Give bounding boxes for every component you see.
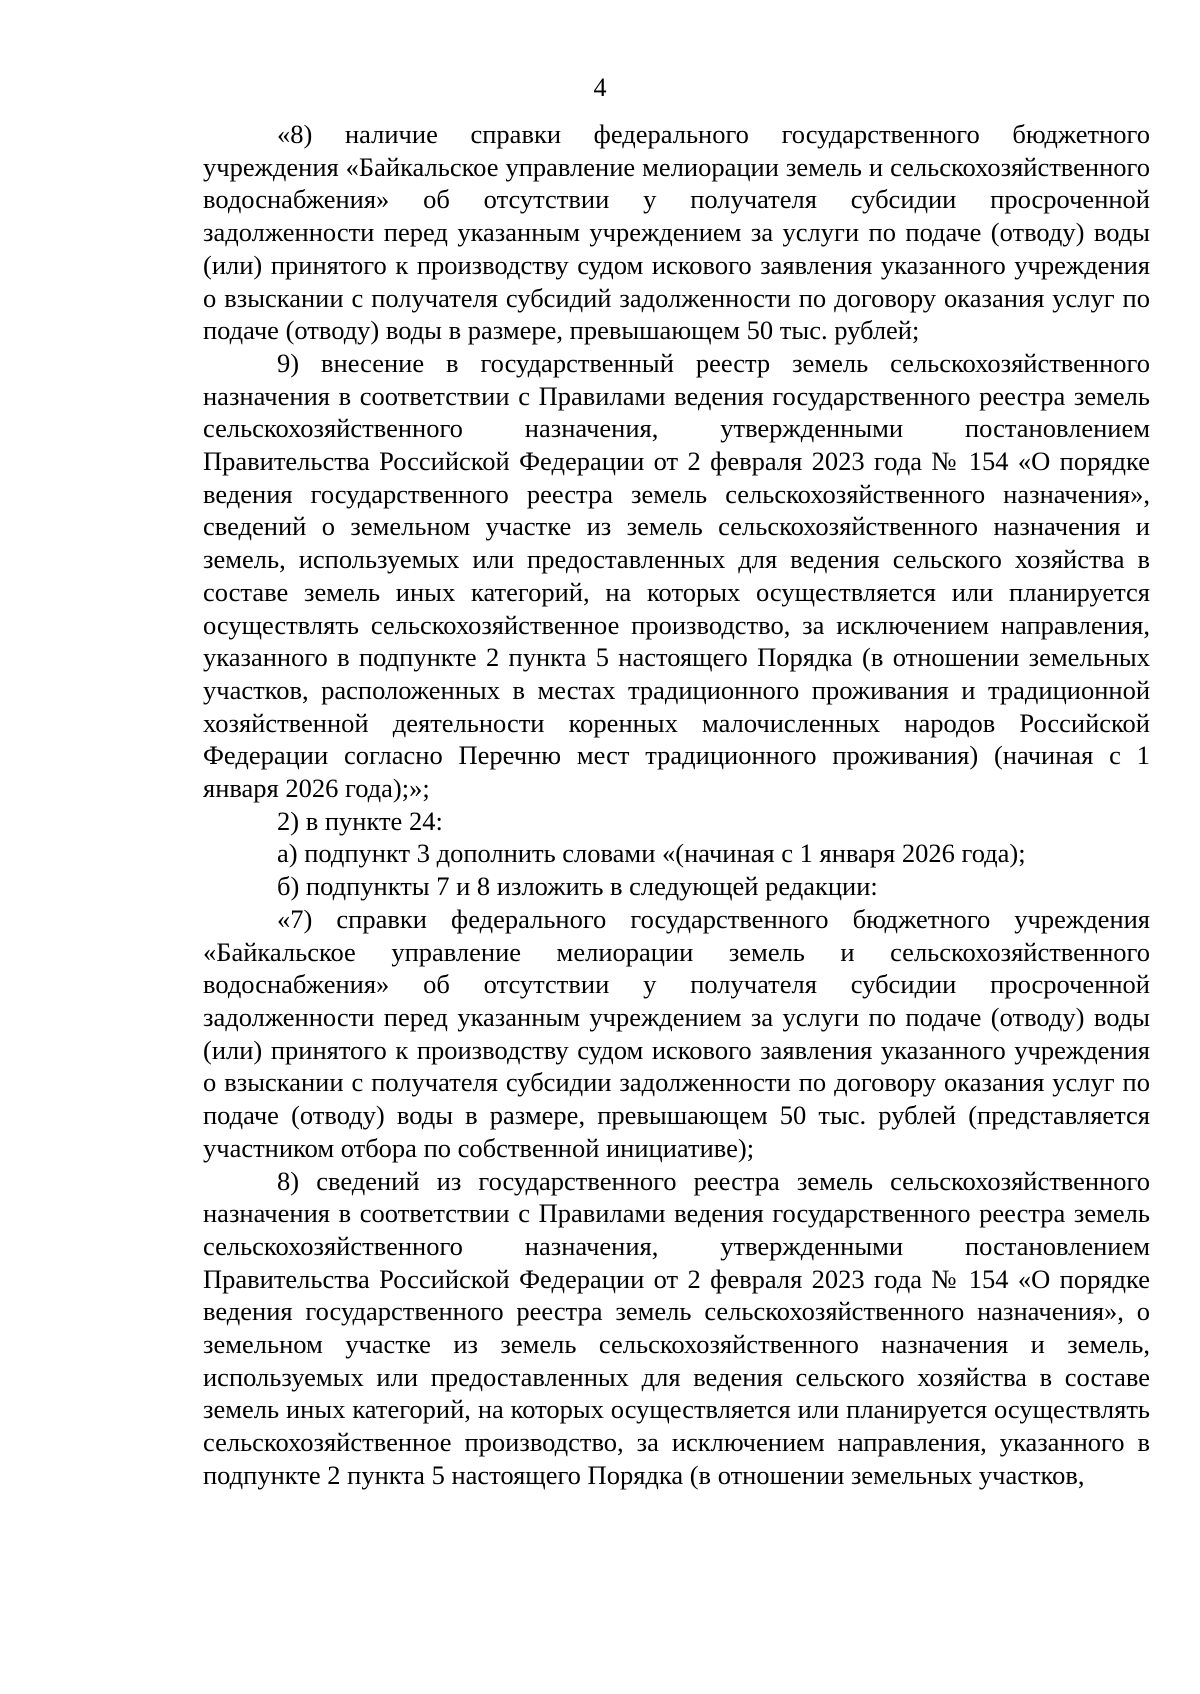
paragraph-item-a: а) подпункт 3 дополнить словами «(начиная с 1 января 2026 года); bbox=[277, 838, 1026, 869]
paragraph-item-2-clause-24: 2) в пункте 24: bbox=[277, 805, 443, 836]
paragraph-item-b: б) подпункты 7 и 8 изложить в следующей редакции: bbox=[277, 871, 878, 902]
document-body bbox=[203, 118, 1150, 1492]
page-number: 4 bbox=[593, 73, 607, 102]
paragraph-subitem-8-requirement: «8) наличие справки федерального государственного бюджетного учреждения «Байкальское управление мелиорации земель и сельскохозяйственного водоснабжения» об отсутствии у получателя субсидии просроченной задолженности перед указанным учреждением за услуги по подаче (отводу) воды (или) принятого к производству судом искового заявления указанного учреждения о взыскании с получателя субсидий задолженности по договору оказания услуг по подаче (отводу) воды в размере, превышающем 50 тыс. рублей; bbox=[203, 119, 1150, 346]
paragraph-subitem-7-document: «7) справки федерального государственного бюджетного учреждения «Байкальское управление мелиорации земель и сельскохозяйственного водоснабжения» об отсутствии у получателя субсидии просроченной задолженности перед указанным учреждением за услуги по подаче (отводу) воды (или) принятого к производству судом искового заявления указанного учреждения о взыскании с получателя субсидии задолженности по договору оказания услуг по подаче (отводу) воды в размере, превышающем 50 тыс. рублей (представляется участником отбора по собственной инициативе); bbox=[203, 903, 1150, 1163]
paragraph-subitem-8-document: 8) сведений из государственного реестра земель сельскохозяйственного назначения в соответствии с Правилами ведения государственного реестра земель сельскохозяйственного назначения, утвержденными постановлением Правительства Российской Федерации от 2 февраля 2023 года № 154 «О порядке ведения государственного реестра земель сельскохозяйственного назначения», о земельном участке из земель сельскохозяйственного назначения и земель, используемых или предоставленных для ведения сельского хозяйства в составе земель иных категорий, на которых осуществляется или планируется осуществлять сельскохозяйственное производство, за исключением направления, указанного в подпункте 2 пункта 5 настоящего Порядка (в отношении земельных участков, bbox=[203, 1165, 1150, 1490]
paragraph-subitem-9-requirement: 9) внесение в государственный реестр земель сельскохозяйственного назначения в соответствии с Правилами ведения государственного реестра земель сельскохозяйственного назначения, утвержденными постановлением Правительства Российской Федерации от 2 февраля 2023 года № 154 «О порядке ведения государственного реестра земель сельскохозяйственного назначения», сведений о земельном участке из земель сельскохозяйственного назначения и земель, используемых или предоставленных для ведения сельского хозяйства в составе земель иных категорий, на которых осуществляется или планируется осуществлять сельскохозяйственное производство, за исключением направления, указанного в подпункте 2 пункта 5 настоящего Порядка (в отношении земельных участков, расположенных в местах традиционного проживания и традиционной хозяйственной деятельности коренных малочисленных народов Российской Федерации согласно Перечню мест традиционного проживания) (начиная с 1 января 2026 года);»; bbox=[203, 347, 1150, 804]
